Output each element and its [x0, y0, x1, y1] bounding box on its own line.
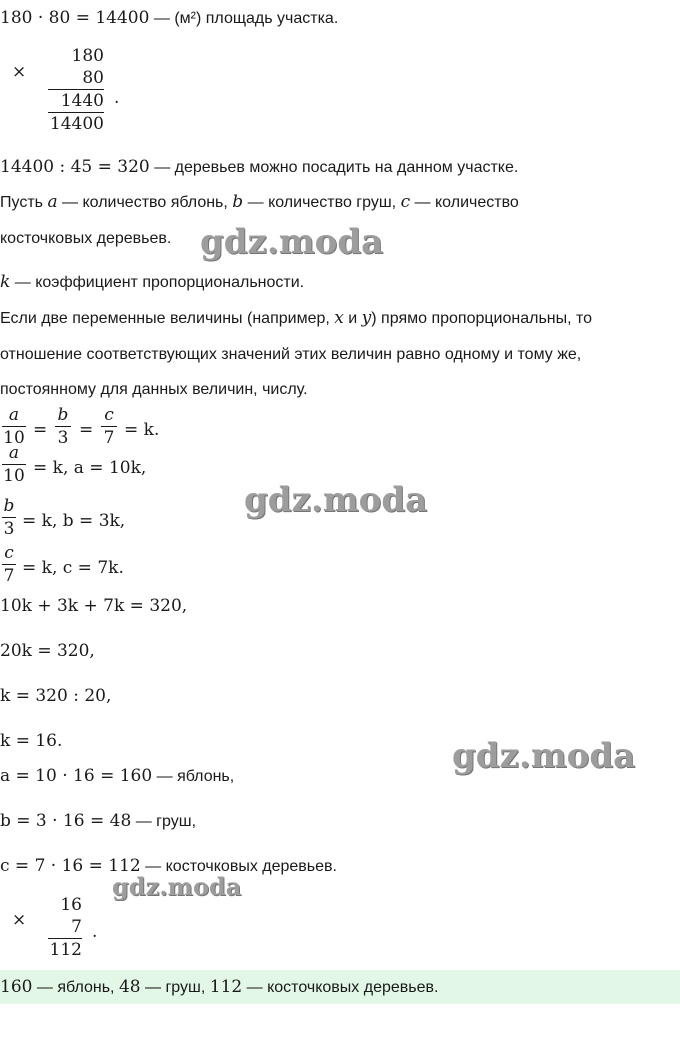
- column-bottom: 80: [82, 68, 104, 88]
- trees-description: — деревьев можно посадить на данном участке.: [149, 159, 519, 176]
- column-dot: .: [92, 922, 98, 942]
- var-y: y: [361, 308, 372, 328]
- variables-line: [0, 192, 519, 213]
- text-fragment: — косточковых деревьев.: [242, 979, 439, 996]
- var-b: b: [232, 192, 244, 212]
- watermark: gdz.moda: [244, 480, 428, 520]
- equation-tail: = k, a = 10k,: [33, 458, 147, 478]
- column-top: 16: [60, 895, 82, 915]
- equals-sign: =: [79, 420, 94, 440]
- equation-tail: = k, c = 7k.: [22, 558, 124, 578]
- column-result: 14400: [49, 114, 104, 134]
- fraction-c-7: [101, 405, 117, 448]
- text-fragment: — яблонь,: [32, 979, 119, 996]
- fraction-numerator: a: [8, 443, 20, 463]
- area-line: [0, 8, 338, 29]
- area-description: — (м²) площадь участка.: [149, 10, 339, 27]
- fraction-a-10: [2, 443, 26, 486]
- watermark: gdz.moda: [452, 736, 636, 776]
- pears-line: [0, 811, 196, 832]
- fraction-denominator: 7: [3, 566, 15, 586]
- column-dot: .: [114, 88, 120, 108]
- fraction-bar: [2, 517, 16, 518]
- apples-description: — яблонь,: [152, 768, 235, 785]
- coefficient-line: [0, 272, 304, 293]
- fraction-bar: [2, 426, 26, 427]
- pears-description: — груш,: [131, 813, 197, 830]
- watermark: gdz.moda: [200, 222, 384, 262]
- text-fragment: и: [343, 310, 362, 327]
- fraction-denominator: 10: [3, 466, 25, 486]
- stone-fruit-expression: c = 7 · 16 = 112: [0, 856, 141, 876]
- column-bottom: 7: [71, 917, 82, 937]
- answer-stone-fruit: 112: [209, 977, 243, 997]
- fraction-bar: [2, 464, 26, 465]
- answer-line: [0, 977, 438, 998]
- trees-expression: 14400 : 45 = 320: [0, 157, 150, 177]
- apples-expression: a = 10 · 16 = 160: [0, 766, 153, 786]
- fraction-denominator: 3: [57, 428, 69, 448]
- k-value: k = 16.: [0, 731, 63, 751]
- fraction-b-3: [2, 496, 16, 539]
- fraction-numerator: c: [104, 405, 114, 425]
- simplified-equation: 20k = 320,: [0, 641, 95, 661]
- apples-line: [0, 766, 234, 787]
- fraction-numerator: a: [8, 405, 20, 425]
- column-block: [48, 45, 104, 135]
- definition-line-3: постоянному для данных величин, числу.: [0, 381, 308, 398]
- fraction-b-3: [55, 405, 71, 448]
- watermark: gdz.moda: [112, 872, 242, 901]
- definition-line-2: отношение соответствующих значений этих величин равно одному и тому же,: [0, 346, 582, 363]
- multiply-sign: ×: [12, 910, 27, 930]
- fraction-denominator: 10: [3, 428, 25, 448]
- equation-tail: = k, b = 3k,: [22, 511, 126, 531]
- text-fragment: ) прямо пропорциональны, то: [371, 310, 593, 327]
- answer-pears: 48: [118, 977, 141, 997]
- fraction-numerator: b: [3, 496, 15, 516]
- fraction-a-10: [2, 405, 26, 448]
- fraction-denominator: 7: [103, 428, 115, 448]
- text-fragment: Если две переменные величины (например,: [0, 310, 335, 327]
- fraction-numerator: c: [4, 543, 14, 563]
- text-fragment: — количество: [410, 194, 519, 211]
- column-partial: 1440: [60, 91, 104, 111]
- fraction-bar: [101, 426, 117, 427]
- var-x: x: [334, 308, 344, 328]
- var-c: c: [400, 192, 411, 212]
- trees-count-line: [0, 157, 518, 178]
- sum-equation: 10k + 3k + 7k = 320,: [0, 596, 188, 616]
- definition-line-1: [0, 308, 592, 329]
- multiply-sign: ×: [12, 62, 27, 82]
- fraction-denominator: 3: [3, 519, 15, 539]
- area-expression: 180 · 80 = 14400: [0, 8, 150, 28]
- fraction-numerator: b: [57, 405, 69, 425]
- variables-line-cont: косточковых деревьев.: [0, 230, 172, 247]
- var-a: a: [47, 192, 58, 212]
- answer-box: [0, 970, 680, 1004]
- text-fragment: — количество груш,: [243, 194, 401, 211]
- fraction-bar: [55, 426, 71, 427]
- pears-expression: b = 3 · 16 = 48: [0, 811, 132, 831]
- answer-apples: 160: [0, 977, 33, 997]
- text-fragment: Пусть: [0, 194, 48, 211]
- text-fragment: — груш,: [140, 979, 210, 996]
- k-division: k = 320 : 20,: [0, 686, 112, 706]
- column-top: 180: [71, 46, 104, 66]
- text-fragment: — количество яблонь,: [57, 194, 233, 211]
- equation-tail: = k.: [124, 420, 160, 440]
- column-block: [48, 894, 82, 961]
- text-fragment: — коэффициент пропорциональности.: [10, 274, 305, 291]
- column-result: 112: [49, 940, 82, 960]
- stone-fruit-description: — косточковых деревьев.: [140, 858, 337, 875]
- equals-sign: =: [33, 420, 48, 440]
- fraction-bar: [2, 564, 16, 565]
- var-k: k: [0, 272, 11, 292]
- fraction-c-7: [2, 543, 16, 586]
